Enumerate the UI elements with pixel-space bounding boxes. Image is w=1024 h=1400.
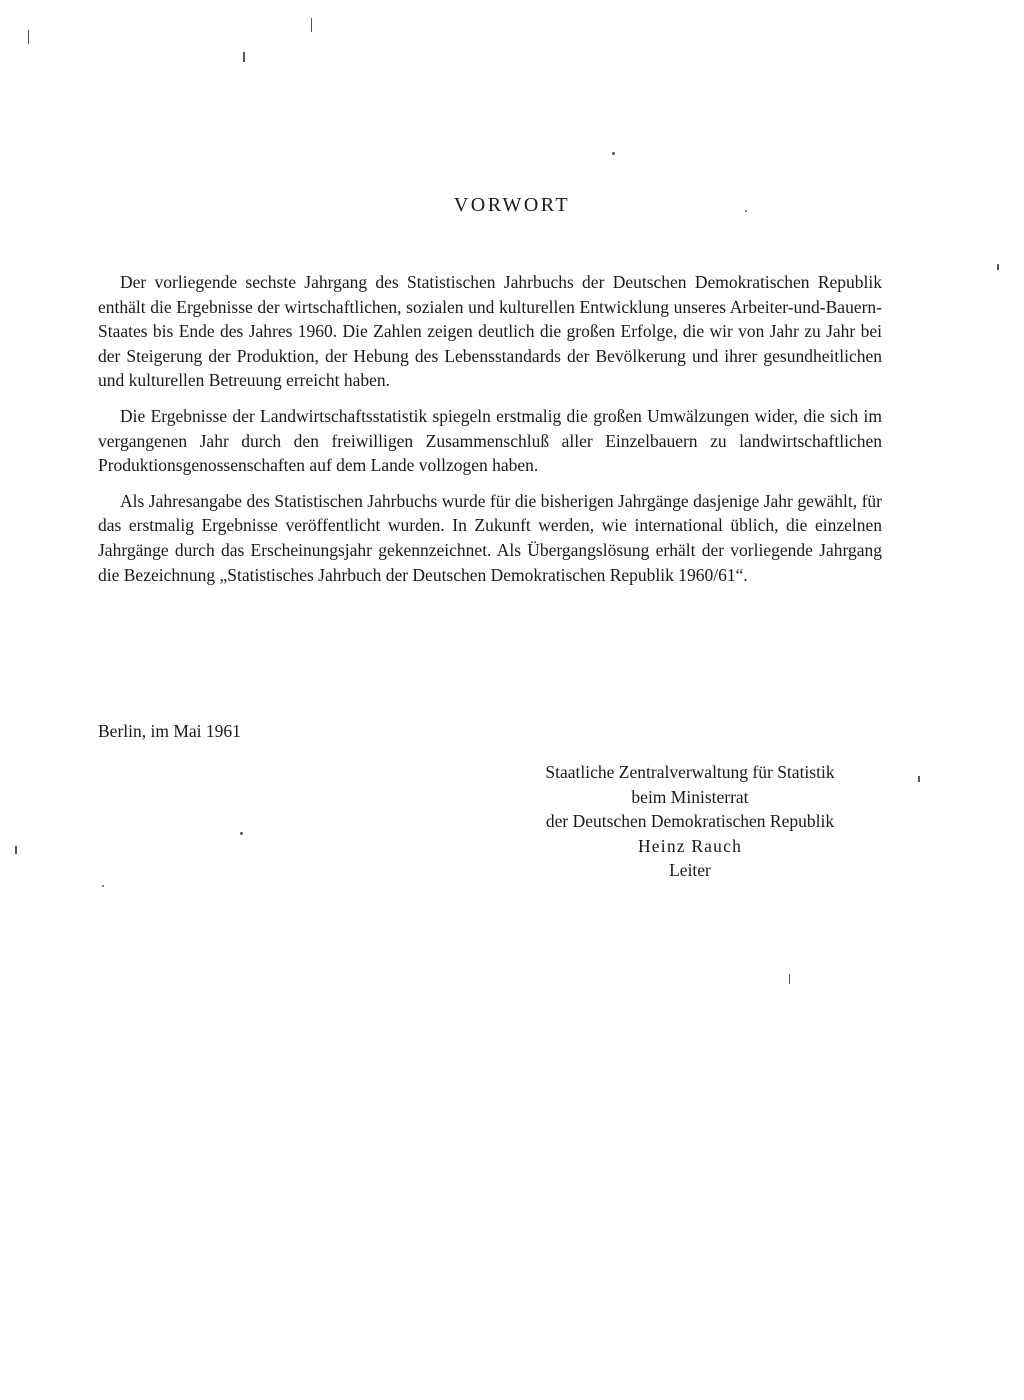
place-date: Berlin, im Mai 1961 [98, 721, 241, 741]
signatory-role: Leiter [669, 860, 711, 881]
body-text [98, 270, 882, 598]
page-title: VORWORT [453, 194, 571, 216]
paragraph: Der vorliegende sechste Jahrgang des Statistischen Jahrbuchs der Deutschen Demokratischen Republik enthält die Ergebnisse der wirtschaftlichen, sozialen und kulturellen Entwicklung unseres Arbeiter-und-Bauern-Staates bis Ende des Jahres 1960. Die Zahlen zeigen deutlich die großen Erfolge, die wir von Jahr zu Jahr bei der Steigerung der Produktion, der Hebung des Lebensstandards der Bevölkerung und ihrer gesundheitlichen und kulturellen Betreuung erreicht haben. [98, 272, 882, 391]
scan-speck [918, 776, 920, 782]
paragraph: Die Ergebnisse der Landwirtschaftsstatistik spiegeln erstmalig die großen Umwälzungen wider, die sich im vergangenen Jahr durch den freiwilligen Zusammenschluß aller Einzelbauern zu landwirtschaftlichen Produktionsgenossenschaften auf dem Lande vollzogen haben. [98, 405, 882, 476]
scan-speck [612, 152, 615, 155]
signature-org-line: Staatliche Zentralverwaltung für Statistik [545, 762, 835, 782]
scan-speck [15, 846, 17, 854]
scan-speck [28, 30, 29, 44]
scan-speck [240, 832, 243, 835]
signatory-name: Heinz Rauch [637, 835, 743, 856]
scan-speck [789, 974, 790, 984]
signature-org-line: beim Ministerrat [631, 786, 749, 807]
signature-block [470, 760, 910, 883]
scan-speck [311, 18, 312, 32]
scan-speck [997, 264, 999, 270]
scan-speck [243, 52, 245, 62]
signature-org-line: der Deutschen Demokratischen Republik [545, 811, 835, 832]
paragraph: Als Jahresangabe des Statistischen Jahrbuchs wurde für die bisherigen Jahrgänge dasjenige Jahr gewählt, für das erstmalig Ergebnisse veröffentlicht wurden. In Zukunft werden, wie international üblich, die einzelnen Jahrgänge durch das Erscheinungsjahr gekennzeichnet. Als Übergangslösung erhält der vorliegende Jahrgang die Bezeichnung „Statistisches Jahrbuch der Deutschen Demokratischen Republik 1960/61“. [98, 490, 882, 585]
scan-speck [102, 885, 104, 887]
